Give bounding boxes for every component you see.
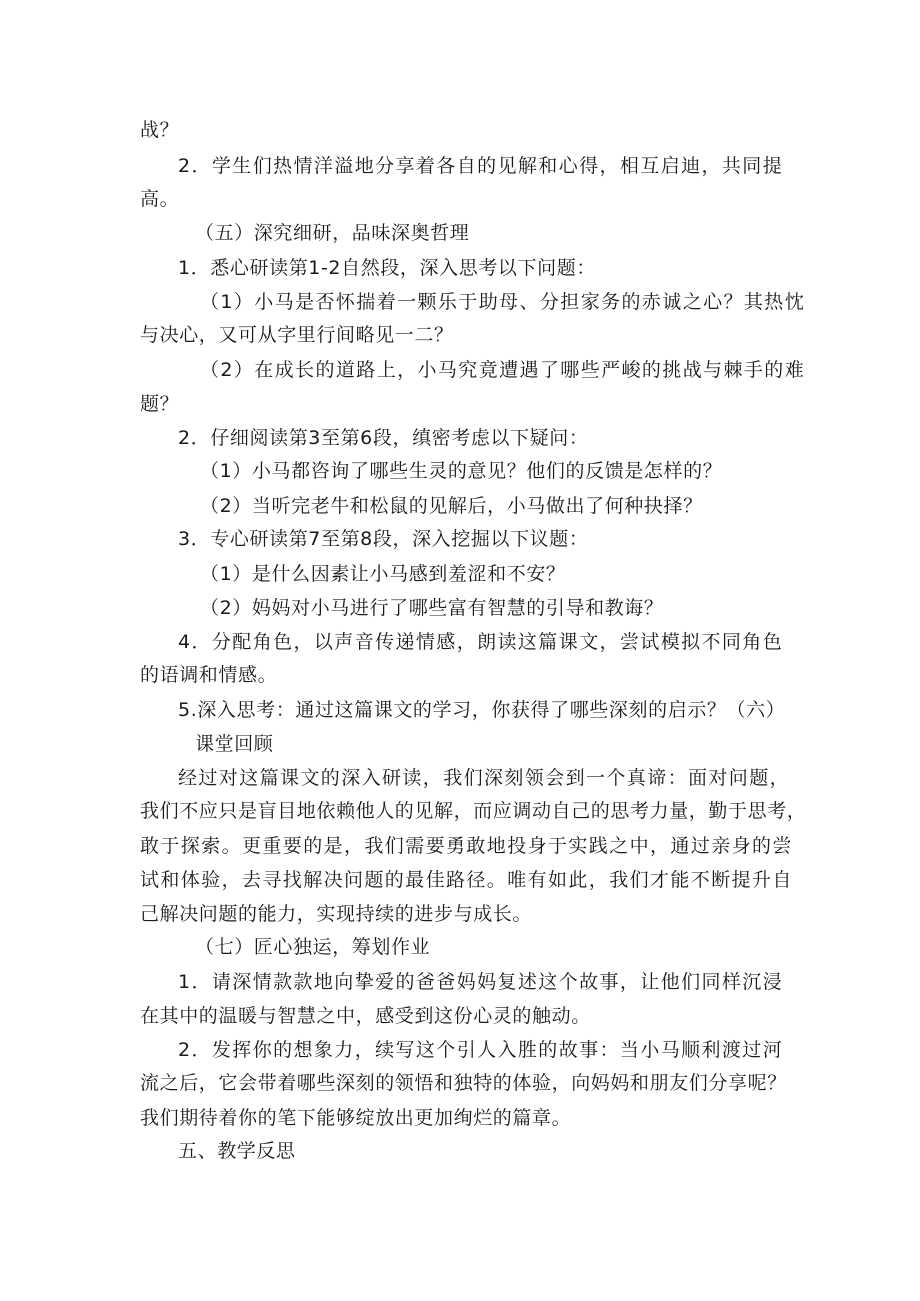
text-line: 敢于探索。更重要的是，我们需要勇敢地投身于实践之中，通过亲身的尝: [140, 835, 793, 857]
section-heading: 五、教学反思: [178, 1140, 296, 1162]
text-line: 5.深入思考：通过这篇课文的学习，你获得了哪些深刻的启示？（六）: [178, 699, 786, 721]
text-line: 我们不应只是盲目地依赖他人的见解，而应调动自己的思考力量，勤于思考，: [140, 800, 807, 822]
text-line: （2）在成长的道路上，小马究竟遭遇了哪些严峻的挑战与棘手的难: [200, 359, 806, 381]
text-line: 2．仔细阅读第3至第6段，缜密考虑以下疑问：: [178, 427, 589, 449]
text-line: 1．悉心研读第1-2自然段，深入思考以下问题：: [178, 257, 596, 279]
text-line: 1．请深情款款地向挚爱的爸爸妈妈复述这个故事，让他们同样沉浸: [178, 971, 784, 993]
text-line: 高。: [140, 188, 180, 210]
text-line: 试和体验，去寻找解决问题的最佳路径。唯有如此，我们才能不断提升自: [140, 869, 793, 891]
text-line: 4．分配角色，以声音传递情感，朗读这篇课文，尝试模拟不同角色: [178, 631, 784, 653]
text-line: 2．发挥你的想象力，续写这个引人入胜的故事：当小马顺利渡过河: [178, 1039, 784, 1061]
section-heading: （七）匠心独运，筹划作业: [195, 936, 431, 958]
text-line: 3．专心研读第7至第8段，深入挖掘以下议题：: [178, 528, 589, 550]
text-line: 经过对这篇课文的深入研读，我们深刻领会到一个真谛：面对问题，: [178, 767, 791, 789]
text-line: （2）妈妈对小马进行了哪些富有智慧的引导和教诲？: [200, 597, 664, 619]
text-line: 2．学生们热情洋溢地分享着各自的见解和心得，相互启迪，共同提: [178, 155, 784, 177]
text-line: 战？: [140, 119, 180, 141]
text-line: （2）当听完老牛和松鼠的见解后，小马做出了何种抉择？: [200, 495, 703, 517]
text-line: 的语调和情感。: [140, 664, 278, 686]
text-line: （1）小马都咨询了哪些生灵的意见？他们的反馈是怎样的？: [200, 460, 723, 482]
section-heading: 课堂回顾: [195, 733, 274, 755]
text-line: 己解决问题的能力，实现持续的进步与成长。: [140, 903, 533, 925]
text-line: 在其中的温暖与智慧之中，感受到这份心灵的触动。: [140, 1005, 591, 1027]
text-line: 与决心，又可从字里行间略见一二？: [140, 324, 454, 346]
text-line: 题？: [140, 393, 180, 415]
text-line: （1）小马是否怀揣着一颗乐于助母、分担家务的赤诚之心？其热忱: [200, 291, 806, 313]
section-heading: （五）深究细研，品味深奥哲理: [195, 222, 470, 244]
text-line: （1）是什么因素让小马感到羞涩和不安？: [200, 563, 566, 585]
text-line: 流之后，它会带着哪些深刻的领悟和独特的体验，向妈妈和朋友们分享呢？: [140, 1072, 787, 1094]
text-line: 我们期待着你的笔下能够绽放出更加绚烂的篇章。: [140, 1107, 572, 1129]
